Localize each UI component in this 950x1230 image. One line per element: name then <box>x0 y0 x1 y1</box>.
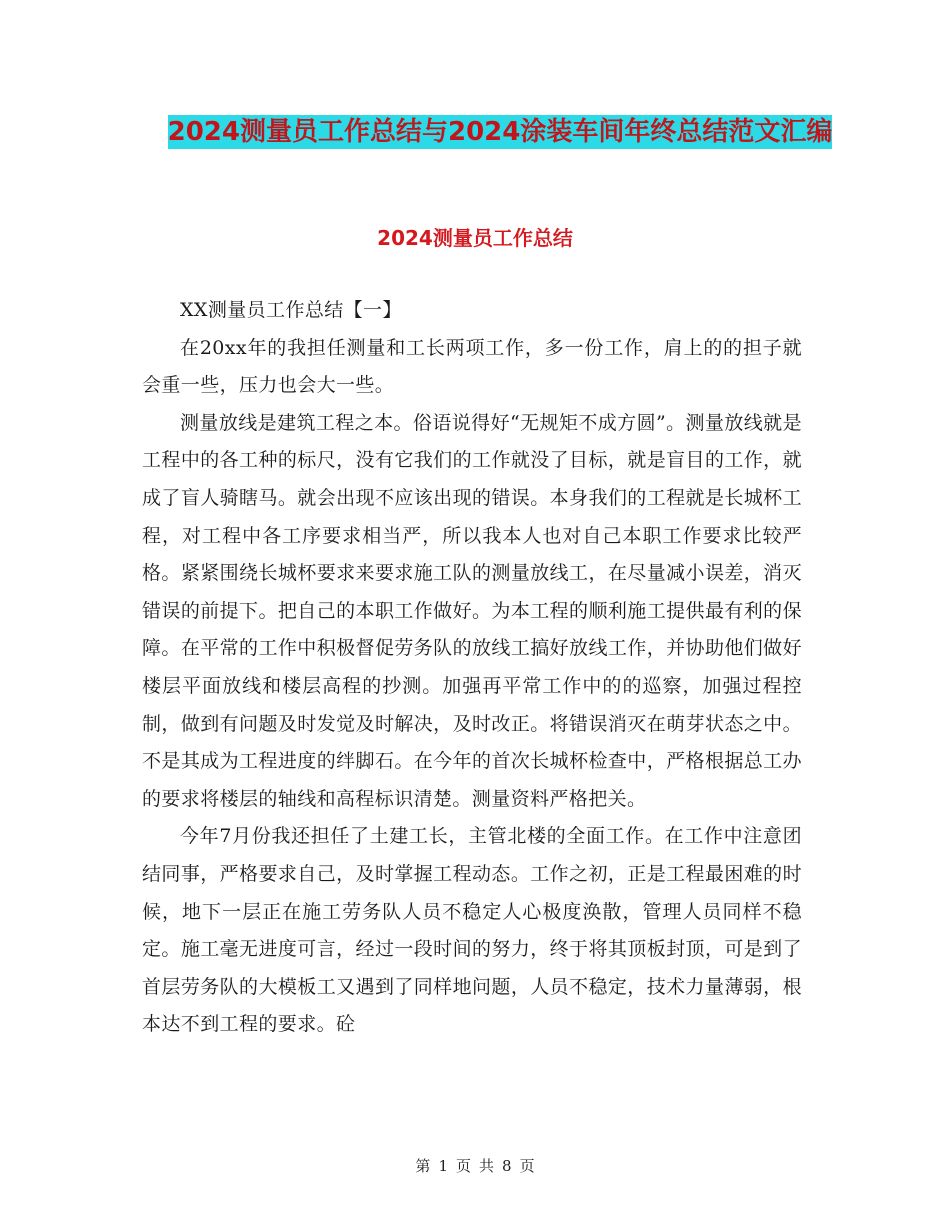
document-body <box>142 292 802 1044</box>
document-title <box>140 110 860 154</box>
paragraph: XX测量员工作总结【一】 <box>180 299 402 321</box>
section-title: 2024测量员工作总结 <box>377 226 573 250</box>
current-page-number: 1 <box>438 1157 448 1175</box>
document-title-text: 2024测量员工作总结与2024涂装车间年终总结范文汇编 <box>167 117 833 147</box>
footer-page-word: 页 <box>455 1157 471 1175</box>
total-page-count: 8 <box>502 1157 512 1175</box>
footer-suffix: 页 <box>519 1157 535 1175</box>
footer-total-word: 共 <box>479 1157 495 1175</box>
page-footer <box>0 1155 950 1176</box>
paragraph: 在20xx年的我担任测量和工长两项工作，多一份工作，肩上的的担子就会重一些，压力也会大一些。 <box>142 336 802 397</box>
paragraph: 测量放线是建筑工程之本。俗语说得好“无规矩不成方圆”。测量放线就是工程中的各工种的标尺，没有它我们的工作就没了目标，就是盲目的工作，就成了盲人骑瞎马。就会出现不应该出现的错误。本身我们的工程就是长城杯工程，对工程中各工序要求相当严，所以我本人也对自己本职工作要求比较严格。紧紧围绕长城杯要求来要求施工队的测量放线工，在尽量减小误差，消灭错误的前提下。把自己的本职工作做好。为本工程的顺利施工提供最有利的保障。在平常的工作中积极督促劳务队的放线工搞好放线工作，并协助他们做好楼层平面放线和楼层高程的抄测。加强再平常工作中的的巡察，加强过程控制，做到有问题及时发觉及时解决，及时改正。将错误消灭在萌芽状态之中。不是其成为工程进度的绊脚石。在今年的首次长城杯检查中，严格根据总工办的要求将楼层的轴线和高程标识清楚。测量资料严格把关。 <box>142 411 802 810</box>
footer-prefix: 第 <box>415 1157 431 1175</box>
paragraph: 今年7月份我还担任了土建工长，主管北楼的全面工作。在工作中注意团结同事，严格要求自己，及时掌握工程动态。工作之初，正是工程最困难的时候，地下一层正在施工劳务队人员不稳定人心极度涣散，管理人员同样不稳定。施工毫无进度可言，经过一段时间的努力，终于将其顶板封顶，可是到了首层劳务队的大模板工又遇到了同样地问题，人员不稳定，技术力量薄弱，根本达不到工程的要求。砼 <box>142 825 802 1036</box>
